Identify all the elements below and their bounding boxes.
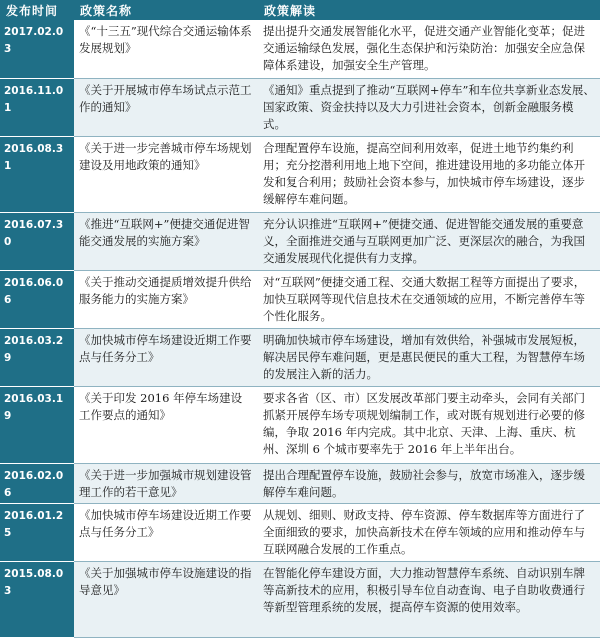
row-date: 2016.03.19 (0, 387, 74, 463)
row-name: 《关于加强城市停车设施建设的指导意见》 (79, 565, 252, 597)
row-date: 2015.08.03 (0, 561, 74, 637)
row-desc: 合理配置停车设施，提高空间利用效率，促进土地节约集约利用；充分挖潜利用地上地下空间，推进建设用地的多功能立体开发和复合利用；鼓励社会资本参与，加快城市停车场建设，逐步缓解停车难问题。 (263, 140, 585, 206)
row-name: 《关于进一步完善城市停车场规划建设及用地政策的通知》 (79, 140, 252, 172)
table-row (0, 463, 600, 503)
row-desc: 从规划、细则、财政支持、停车资源、停车数据库等方面进行了全面细致的要求，加快高新技术在停车领域的应用和推动停车与互联网融合发展的工作重点。 (263, 507, 585, 556)
row-date: 2016.02.06 (0, 463, 74, 503)
row-desc: 提出合理配置停车设施，鼓励社会参与，放宽市场准入，逐步缓解停车难问题。 (263, 467, 585, 499)
row-name: 《关于推动交通提质增效提升供给服务能力的实施方案》 (79, 275, 252, 307)
table-row (0, 78, 600, 136)
row-date: 2016.07.30 (0, 212, 74, 270)
row-desc: 明确加快城市停车场建设，增加有效供给，补强城市发展短板，解决居民停车难问题，更是惠民便民的重大工程，为智慧停车场的发展注入新的活力。 (263, 333, 585, 382)
header-desc: 政策解读 (258, 0, 600, 20)
header-row (0, 0, 600, 20)
row-desc: 《通知》重点提到了推动“互联网+停车”和车位共享新业态发展、国家政策、资金扶持以及大力引进社会资本，创新金融服务模式。 (263, 82, 595, 131)
row-name: 《关于进一步加强城市规划建设管理工作的若干意见》 (79, 467, 252, 499)
table-row (0, 387, 600, 463)
table-row (0, 20, 600, 78)
row-date: 2016.03.29 (0, 329, 74, 387)
header-name: 政策名称 (74, 0, 258, 20)
header-date: 发布时间 (0, 0, 74, 20)
table-row (0, 136, 600, 212)
table-row (0, 561, 600, 637)
row-desc: 对“互联网”便捷交通工程、交通大数据工程等方面提出了要求，加快互联网等现代信息技术在交通领域的应用，不断完善停车等个性化服务。 (263, 275, 586, 324)
row-name: 《关于印发 2016 年停车场建设工作要点的通知》 (79, 391, 243, 423)
row-name: 《推进“互联网+”便捷交通促进智能交通发展的实施方案》 (79, 216, 250, 248)
row-date: 2017.02.03 (0, 20, 74, 78)
table-row (0, 329, 600, 387)
row-desc: 要求各省（区、市）区发展改革部门要主动牵头，会同有关部门抓紧开展停车场专项规划编制工作，或对既有规划进行必要的修编，争取 2016 年内完成。其中北京、天津、上海、重庆、杭州、深圳 6 个城市要率先于 2016 年上半年出台。 (263, 391, 585, 457)
row-name: 《加快城市停车场建设近期工作要点与任务分工》 (79, 333, 252, 365)
table-row (0, 212, 600, 270)
row-date: 2016.11.01 (0, 78, 74, 136)
row-desc: 提出提升交通发展智能化水平，促进交通产业智能化变革；促进交通运输绿色发展，强化生态保护和污染防治：加强安全应急保障体系建设，加强安全生产管理。 (263, 24, 585, 72)
row-name: 《“十三五”现代综合交通运输体系发展规划》 (79, 24, 252, 55)
row-date: 2016.08.31 (0, 136, 74, 212)
row-name: 《加快城市停车场建设近期工作要点与任务分工》 (79, 507, 252, 539)
table-row (0, 271, 600, 329)
row-name: 《关于开展城市停车场试点示范工作的通知》 (79, 82, 252, 114)
row-desc: 在智能化停车建设方面，大力推动智慧停车系统、自动识别车牌等高新技术的应用，积极引导车位自动查询、电子自助收费通行等新型管理系统的发展，提高停车资源的使用效率。 (263, 565, 585, 614)
row-date: 2016.01.25 (0, 503, 74, 561)
row-date: 2016.06.06 (0, 271, 74, 329)
table-body (0, 20, 600, 638)
table-row (0, 503, 600, 561)
row-desc: 充分认识推进“互联网+”便捷交通、促进智能交通发展的重要意义，全面推进交通与互联网更加广泛、更深层次的融合，为我国交通发展现代化提供有力支撑。 (263, 216, 585, 265)
